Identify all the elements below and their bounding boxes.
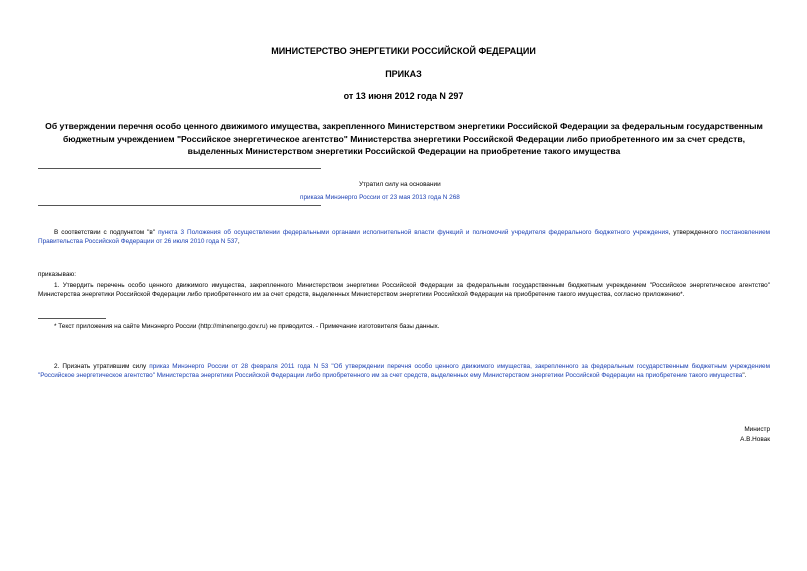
- status-text: Утратил силу на основании: [359, 181, 441, 188]
- divider-top: [38, 168, 321, 169]
- preamble-text-mid: , утвержденного: [668, 229, 721, 236]
- divider-bottom: [38, 205, 321, 206]
- preamble-paragraph: [38, 228, 770, 246]
- preamble-text-after: ,: [237, 238, 240, 245]
- footnote-text: * Текст приложения на сайте Минэнерго России (http://minenergo.gov.ru) не приводится. - Примечание изготовителя базы данных.: [54, 323, 440, 330]
- doc-type-heading: ПРИКАЗ: [385, 69, 422, 79]
- status-link[interactable]: приказа Минэнерго России от 23 мая 2013 года N 268: [300, 194, 460, 201]
- item-1-paragraph: 1. Утвердить перечень особо ценного движимого имущества, закрепленного Министерством энергетики Российской Федерации за федеральным государственным бюджетным учреждением "Российское энергетическое агентство" Министерства энергетики Российской Федерации либо приобретенного им за счет средств, выделенных Министерством энергетики Российской Федерации на приобретение такого имущества, согласно приложению*.: [38, 282, 770, 298]
- item-2-paragraph: [38, 362, 770, 380]
- item-2-text-after: ".: [742, 372, 747, 379]
- item-2-text-before: 2. Признать утратившим силу: [54, 363, 150, 370]
- preamble-text-before: В соответствии с подпунктом "в": [54, 229, 159, 236]
- ministry-heading: МИНИСТЕРСТВО ЭНЕРГЕТИКИ РОССИЙСКОЙ ФЕДЕРАЦИИ: [271, 46, 536, 56]
- item-2-link-order[interactable]: приказ Минэнерго России от 28 февраля 2011 года N 53 "Об утверждении перечня особо ценного движимого имущества, закрепленного за федеральным государственным бюджетным учреждением "Российское энергетическое агентство" Министерства энергетики Российской Федерации либо приобретенного им за счет средств, выделенных ему Министерством энергетики Российской Федерации на приобретение такого имущества: [38, 363, 770, 379]
- preamble-link-resolution[interactable]: постановлением Правительства Российской Федерации от 26 июля 2010 года N 537: [38, 229, 771, 245]
- doc-date-number: от 13 июня 2012 года N 297: [343, 91, 464, 101]
- document-title: Об утверждении перечня особо ценного движимого имущества, закрепленного Министерством энергетики Российской Федерации за федеральным государственным бюджетным учреждением "Российское энергетическое агентство" Министерства энергетики Российской Федерации либо приобретенного им за счет средств, выделенных Министерством энергетики Российской Федерации на приобретение такого имущества: [45, 121, 763, 156]
- preamble-link-clause[interactable]: пункта 3 Положения об осуществлении федеральными органами исполнительной власти функций и полномочий учредителя федерального бюджетного учреждения: [158, 229, 669, 236]
- footnote-divider: [38, 318, 106, 319]
- signature-position: Министр: [744, 426, 770, 433]
- signature-name: А.В.Новак: [740, 436, 770, 443]
- order-word: приказываю:: [38, 271, 76, 278]
